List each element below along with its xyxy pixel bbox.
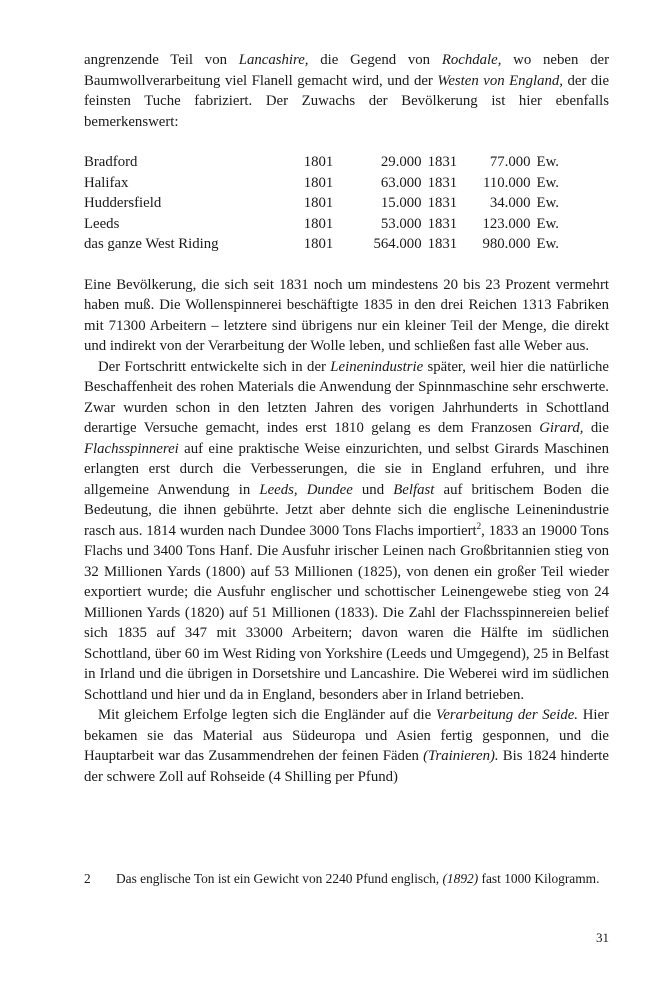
year2-cell: 1831: [427, 154, 458, 170]
main-text: [84, 50, 609, 787]
value1-cell: 63.000: [380, 174, 422, 191]
page-number: 31: [596, 930, 609, 945]
value2-cell: 34.000: [489, 195, 531, 211]
footnote: [84, 870, 609, 888]
footnote-reference: 2: [476, 520, 482, 531]
table-row: [84, 152, 559, 173]
unit-cell: Ew.: [536, 236, 559, 252]
table-row: [84, 193, 559, 214]
year1-cell: 1801: [303, 174, 334, 191]
value1-cell: 29.000: [380, 154, 422, 170]
value1-cell: 15.000: [380, 195, 422, 211]
paragraph-3: Der Fortschritt entwickelte sich in der Leinenindustrie später, weil hier die natürliche Beschaffenheit des rohen Materials die Anwendung der Spinnmaschine sehr erschwerte. Zwar wurden schon in den letzten Jahren des vorigen Jahrhunderts in Schottland derartige Versuche gemacht, indes erst 1810 gelang es dem Franzosen Girard, die Flachsspinnerei auf eine praktische Weise einzurichten, und selbst Girards Maschinen erlangten erst durch die Verbesserungen, die sie in England erfuhren, und ihre allgemeine Anwendung in Leeds, Dundee und Belfast auf britischem Boden die Bedeutung, die ihnen gebührte. Jetzt aber dehnte sich die englische Leinenindustrie rasch aus. 1814 wurden nach Dundee 3000 Tons Flachs importiert$^2$, 1833 an 19000 Tons Flachs und 3400 Tons Hanf. Die Ausfuhr irischer Leinen nach Großbritannien stieg von 32 Millionen Yards (1800) auf 53 Millionen (1825), von denen ein großer Teil wieder exportiert wurde; die Ausfuhr englischer und schottischer Leinengewebe stieg von 24 Millionen Yards (1820) auf 51 Millionen (1833). Die Zahl der Flachsspinnereien belief sich 1835 auf 347 mit 33000 Arbeitern; davon waren die Hälfte im südlichen Schottland, über 60 im West Riding von Yorkshire (Leeds und Umgegend), 25 in Belfast in Irland und die übrigen in Dorsetshire und Lancashire. Die Weberei wird im südlichen Schottland und hier und da in England, besonders aber in Irland betrieben.: [84, 358, 610, 703]
value2-cell: 77.000: [489, 154, 531, 170]
year1-cell: 1801: [303, 215, 334, 232]
paragraph-4: Mit gleichem Erfolge legten sich die Engländer auf die Verarbeitung der Seide. Hier bekamen sie das Material aus Südeuropa und Asien fertig gesponnen, und die Hauptarbeit war das Zusammendrehen der feinen Fäden (Trainieren). Bis 1824 hinderte der schwere Zoll auf Rohseide (4 Shilling per Pfund): [84, 707, 609, 785]
table-row: [84, 214, 559, 235]
value2-cell: 980.000: [482, 236, 531, 252]
table-row: [84, 234, 559, 255]
year2-cell: 1831: [427, 195, 458, 211]
unit-cell: Ew.: [536, 215, 559, 232]
unit-cell: Ew.: [536, 195, 559, 211]
table-row: [84, 173, 559, 194]
value2-cell: 110.000: [482, 174, 531, 191]
unit-cell: Ew.: [536, 154, 559, 170]
year1-cell: 1801: [303, 236, 334, 252]
year2-cell: 1831: [427, 215, 458, 232]
place-cell: Bradford: [84, 154, 138, 170]
place-cell: Huddersfield: [84, 195, 162, 211]
year1-cell: 1801: [303, 195, 334, 211]
footnote-text: Das englische Ton ist ein Gewicht von 2240 Pfund englisch, (1892) fast 1000 Kilogramm.: [116, 871, 600, 886]
value1-cell: 53.000: [380, 215, 422, 232]
year1-cell: 1801: [303, 154, 334, 170]
paragraph-1: angrenzende Teil von Lancashire, die Gegend von Rochdale, wo neben der Baumwollverarbeitung viel Flanell gemacht wird, und der Westen von England, der die feinsten Tuche fabriziert. Der Zuwachs der Bevölkerung ist hier ebenfalls bemerkenswert:: [84, 52, 610, 130]
value2-cell: 123.000: [482, 215, 531, 232]
year2-cell: 1831: [427, 236, 458, 252]
place-cell: Leeds: [84, 215, 120, 232]
unit-cell: Ew.: [536, 174, 559, 191]
year2-cell: 1831: [427, 174, 458, 191]
footnote-number: 2: [84, 871, 91, 886]
paragraph-2: Eine Bevölkerung, die sich seit 1831 noch um mindestens 20 bis 23 Prozent vermehrt haben muß. Die Wollenspinnerei beschäftigte 1835 in den drei Reichen 1313 Fabriken mit 71300 Arbeitern – letztere sind übrigens nur ein kleiner Teil der Menge, die direkt und indirekt von der Verarbeitung der Wolle leben, und schließen fast alle Weber aus.: [84, 276, 609, 354]
place-cell: Halifax: [84, 174, 129, 191]
place-cell: das ganze West Riding: [84, 236, 219, 252]
value1-cell: 564.000: [373, 236, 422, 252]
population-table: [84, 152, 559, 255]
